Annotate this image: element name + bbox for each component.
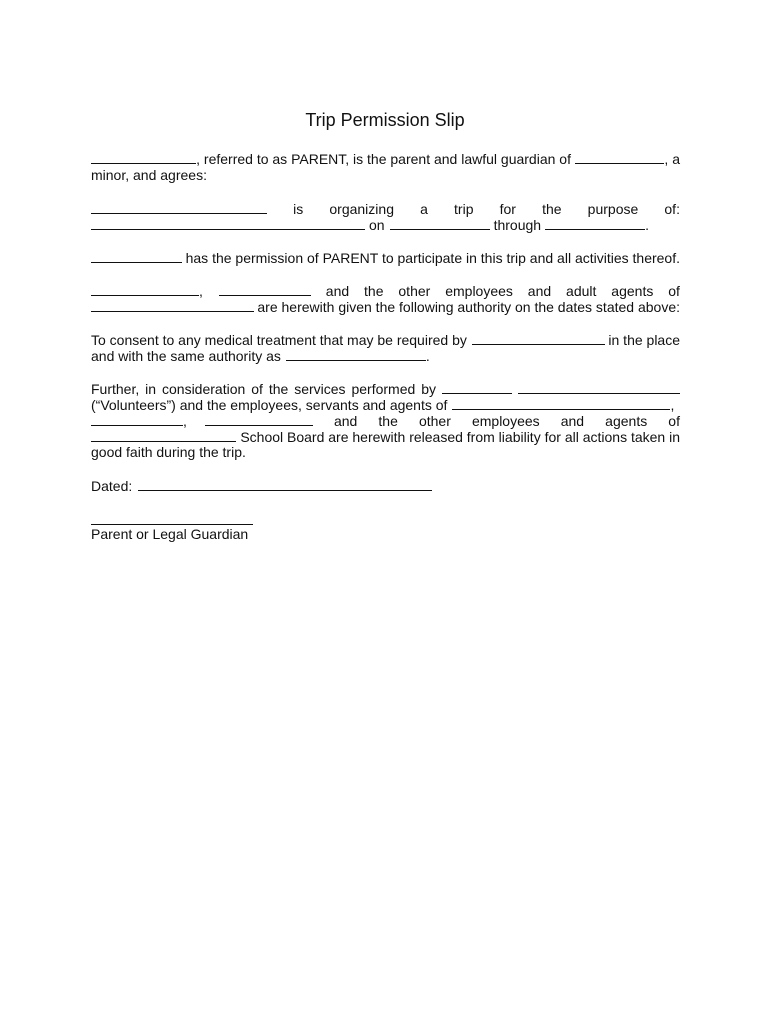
minor-name-blank[interactable] — [575, 150, 665, 164]
organizer-blank[interactable] — [91, 200, 267, 214]
word-the: the — [364, 283, 384, 299]
word-of: of: — [664, 201, 680, 217]
purpose-blank[interactable] — [91, 216, 365, 230]
parent-line-2 — [91, 167, 680, 183]
word-performed: performed — [351, 381, 416, 397]
authority-line-2 — [91, 298, 680, 315]
medical-line-2 — [91, 347, 680, 364]
word-employees: employees — [445, 283, 513, 299]
signature-label: Parent or Legal Guardian — [91, 526, 249, 542]
word-purpose: purpose — [587, 201, 639, 217]
release-line-4 — [91, 428, 680, 445]
permission-line — [91, 249, 680, 266]
word-agents: agents — [605, 413, 648, 429]
word-and: and — [325, 283, 350, 299]
start-date-blank[interactable] — [390, 216, 490, 230]
word-services: services — [294, 381, 346, 397]
word-the: the — [268, 381, 289, 397]
authority-blank-1[interactable] — [91, 282, 199, 296]
medical-blank[interactable] — [472, 331, 605, 345]
period: . — [645, 217, 649, 233]
parent-text: , referred to as PARENT, is the parent and lawful guardian of — [196, 151, 571, 167]
release-line-2 — [91, 396, 680, 413]
dated-line — [91, 477, 680, 494]
school-board-text: School Board are herewith released from liability for all actions taken in — [240, 429, 680, 445]
word-is: is — [293, 201, 304, 217]
word-a: a — [420, 201, 428, 217]
word-through: through — [493, 217, 542, 233]
medical-text-end: in the place — [608, 332, 680, 348]
same-authority-blank[interactable] — [286, 347, 426, 361]
release-line-1 — [91, 380, 680, 397]
word-other: other — [398, 283, 431, 299]
release-line-5 — [91, 444, 680, 460]
comma: , — [670, 397, 675, 413]
permission-text: has the permission of PARENT to participate in this trip and all activities thereof. — [185, 250, 680, 266]
authority-text: are herewith given the following authority on the dates stated above: — [257, 299, 680, 315]
authority-blank-2[interactable] — [219, 282, 311, 296]
word-in: in — [145, 381, 157, 397]
organizer-line — [91, 200, 680, 217]
word-on: on — [369, 217, 385, 233]
same-authority-text: and with the same authority as — [91, 348, 281, 364]
word-consideration: consideration — [162, 381, 246, 397]
medical-text: To consent to any medical treatment that may be required by — [91, 332, 467, 348]
signature-blank[interactable] — [91, 524, 253, 525]
word-trip: trip — [454, 201, 474, 217]
release-blank-2[interactable] — [205, 412, 313, 426]
purpose-dates-line — [91, 216, 680, 233]
comma: , — [183, 413, 187, 429]
word-and: and — [333, 413, 358, 429]
parent-text-end: , a — [664, 151, 680, 167]
signature-caption — [91, 526, 680, 542]
period: . — [425, 348, 430, 364]
medical-line — [91, 331, 680, 348]
word-and-2: and — [560, 413, 585, 429]
word-organizing: organizing — [329, 201, 394, 217]
minor-agrees-text: minor, and agrees: — [91, 167, 207, 183]
word-further: Further, — [91, 381, 140, 397]
volunteers-text: (“Volunteers”) and the employees, servants and agents of — [91, 397, 448, 413]
word-the: the — [542, 201, 562, 217]
word-adult: adult — [566, 283, 597, 299]
word-of: of — [251, 381, 263, 397]
release-blank-1[interactable] — [91, 412, 183, 426]
word-the: the — [378, 413, 398, 429]
word-other: other — [418, 413, 451, 429]
parent-name-blank[interactable] — [91, 150, 196, 164]
word-employees: employees — [471, 413, 540, 429]
end-date-blank[interactable] — [545, 216, 645, 230]
release-blank-group — [91, 412, 313, 429]
comma: , — [199, 283, 203, 299]
word-agents: agents — [611, 283, 654, 299]
authority-blank-group — [91, 282, 311, 299]
word-for: for — [499, 201, 516, 217]
good-faith-text: good faith during the trip. — [91, 444, 246, 460]
authority-line — [91, 282, 680, 299]
word-of: of — [668, 283, 680, 299]
word-of: of — [668, 413, 680, 429]
school-board-blank[interactable] — [91, 428, 236, 442]
release-line-3 — [91, 412, 680, 429]
volunteer-blank-group — [442, 380, 680, 394]
agents-of-blank[interactable] — [452, 396, 670, 410]
student-name-blank[interactable] — [91, 249, 182, 263]
dated-label: Dated: — [91, 478, 133, 494]
volunteer-blank-1[interactable] — [442, 380, 512, 394]
volunteer-blank-2[interactable] — [518, 380, 680, 394]
dated-blank[interactable] — [138, 477, 432, 491]
word-by: by — [421, 381, 437, 397]
document-title: Trip Permission Slip — [305, 110, 465, 130]
parent-line — [91, 150, 680, 167]
word-and-2: and — [527, 283, 552, 299]
authority-blank-3[interactable] — [91, 298, 254, 312]
